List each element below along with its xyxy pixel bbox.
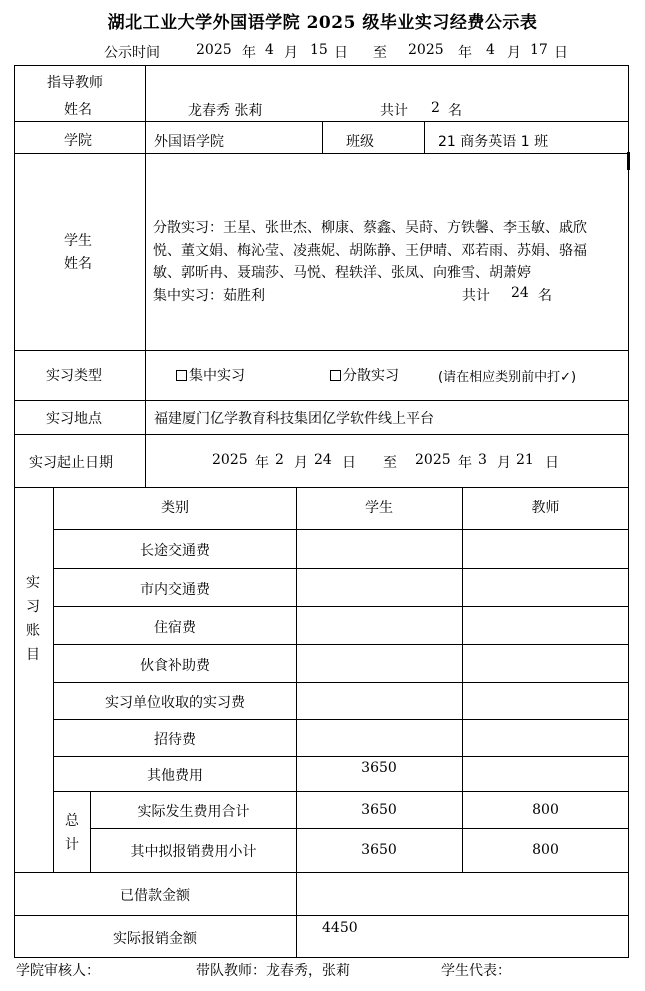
account-row-label: 伙食补助费 [140, 658, 210, 674]
accounts-side-char-4: 目 [26, 647, 40, 663]
borrowed-label: 已借款金额 [120, 888, 190, 904]
students-scattered-line2: 悦、董文娟、梅沁莹、凌燕妮、胡陈静、王伊晴、邓若雨、苏娟、骆福 [153, 243, 587, 259]
document-title: 湖北工业大学外国语学院 2025 级毕业实习经费公示表 [107, 13, 538, 33]
footer-reviewer: 学院审核人： [16, 963, 100, 979]
reimbursed-value: 4450 [322, 920, 358, 936]
option-scattered-label: 分散实习 [343, 368, 399, 384]
students-scattered-line1: 分散实习：王星、张世杰、柳康、蔡鑫、吴莳、方铁馨、李玉敏、戚欣 [153, 220, 587, 236]
publish-month-unit-2: 月 [507, 45, 521, 61]
instruction-text: (请在相应类别前中打 [438, 370, 561, 385]
publish-to: 至 [373, 45, 387, 61]
class-label: 班级 [346, 134, 374, 150]
total-row-label: 其中拟报销费用小计 [130, 844, 257, 860]
teacher-total-count: 2 [431, 100, 440, 116]
total-row-teacher: 800 [532, 842, 559, 858]
internship-type-instruction [438, 366, 576, 385]
dates-day-unit-2: 日 [545, 455, 559, 471]
students-total-label: 共计 [462, 288, 490, 304]
other-fees-student: 3650 [361, 760, 397, 776]
publish-month-unit: 月 [284, 45, 298, 61]
dates-label: 实习起止日期 [29, 455, 113, 471]
students-total-count: 24 [511, 285, 529, 301]
footer-student-rep: 学生代表： [441, 963, 511, 979]
option-centralized-label: 集中实习 [189, 368, 245, 384]
reimbursed-label: 实际报销金额 [113, 931, 197, 947]
dates-to: 至 [383, 455, 397, 471]
teacher-names: 龙春秀 张莉 [188, 103, 263, 119]
college-label: 学院 [64, 133, 92, 149]
students-total-unit: 名 [538, 288, 552, 304]
students-label-line2: 姓名 [64, 256, 92, 272]
account-row-label: 招待费 [154, 732, 196, 748]
publish-day-unit-2: 日 [554, 45, 568, 61]
dates-start-day: 24 [314, 452, 332, 468]
footer-teacher: 带队教师：龙春秀，张莉 [196, 963, 350, 979]
dates-start-month: 2 [275, 452, 284, 468]
publish-start-day: 15 [310, 42, 328, 58]
students-label-line1: 学生 [64, 233, 92, 249]
teacher-label-line1: 指导教师 [47, 75, 103, 91]
publish-end-day: 17 [530, 42, 548, 58]
publish-end-year: 2025 [408, 42, 444, 58]
publish-start-year: 2025 [196, 42, 232, 58]
total-row-teacher: 800 [532, 802, 559, 818]
dates-end-year: 2025 [415, 452, 451, 468]
account-row-label: 其他费用 [147, 768, 203, 784]
col-teacher-header: 教师 [531, 500, 560, 516]
location-label: 实习地点 [46, 411, 102, 427]
checkbox-scattered[interactable] [330, 370, 341, 381]
publish-end-month: 4 [486, 42, 495, 58]
class-value: 21 商务英语 1 班 [438, 134, 549, 150]
location-value: 福建厦门亿学教育科技集团亿学软件线上平台 [154, 411, 434, 427]
total-row-label: 实际发生费用合计 [137, 804, 250, 820]
publish-year-unit: 年 [242, 45, 256, 61]
option-scattered[interactable] [330, 365, 399, 385]
account-row-label: 市内交通费 [140, 582, 210, 598]
publish-day-unit: 日 [334, 45, 348, 61]
internship-type-label: 实习类型 [46, 368, 102, 384]
publish-year-unit-2: 年 [458, 45, 472, 61]
accounts-side-char-2: 习 [26, 599, 40, 615]
dates-start-year: 2025 [212, 452, 248, 468]
total-side-char-2: 计 [65, 837, 79, 853]
teacher-total-unit: 名 [448, 103, 462, 119]
students-centralized: 集中实习：茹胜利 [153, 288, 265, 304]
dates-year-unit: 年 [255, 455, 269, 471]
dates-day-unit: 日 [342, 455, 356, 471]
checkbox-centralized[interactable] [176, 370, 187, 381]
dates-year-unit-2: 年 [458, 455, 472, 471]
college-value: 外国语学院 [154, 134, 224, 150]
account-row-label: 实习单位收取的实习费 [105, 695, 245, 711]
dates-month-unit: 月 [294, 455, 308, 471]
teacher-total-label: 共计 [380, 103, 408, 119]
total-side-char-1: 总 [65, 813, 79, 829]
checkmark-icon: ✓ [560, 370, 571, 385]
students-scattered-line3: 敏、郭昕冉、聂瑞莎、马悦、程轶洋、张凤、向雅雪、胡萧婷 [153, 265, 531, 281]
instruction-end: ) [570, 370, 577, 385]
total-row-student: 3650 [361, 802, 397, 818]
accounts-side-char-3: 账 [26, 623, 40, 639]
teacher-label-line2: 姓名 [64, 102, 92, 118]
account-row-label: 长途交通费 [140, 543, 210, 559]
col-student-header: 学生 [365, 500, 393, 516]
publish-time-label: 公示时间 [104, 45, 160, 61]
option-centralized[interactable] [176, 365, 245, 385]
dates-end-month: 3 [478, 452, 487, 468]
dates-end-day: 21 [516, 452, 534, 468]
total-row-student: 3650 [361, 842, 397, 858]
account-row-label: 住宿费 [154, 620, 196, 636]
col-category-header: 类别 [161, 500, 189, 516]
accounts-side-char-1: 实 [26, 575, 40, 591]
dates-month-unit-2: 月 [497, 455, 511, 471]
publish-start-month: 4 [265, 42, 274, 58]
